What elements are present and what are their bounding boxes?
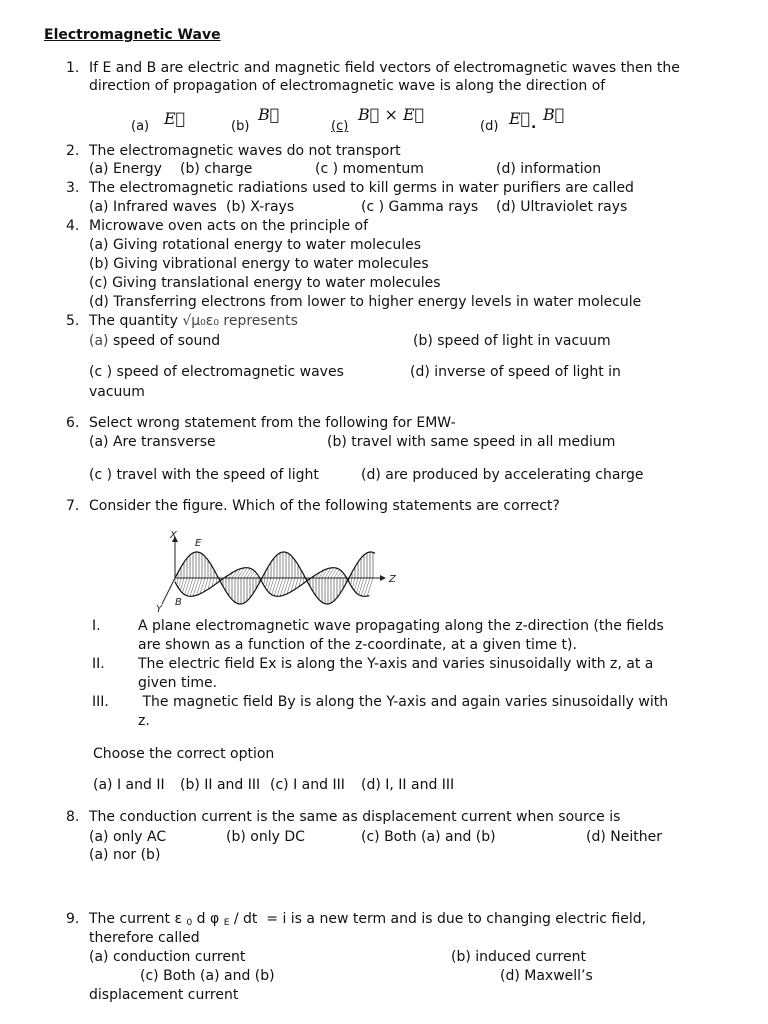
figure-label-y: Y (156, 604, 163, 615)
option-c-label: (c) (331, 119, 349, 134)
b-field-hatch (272, 578, 277, 595)
b-field-hatch (359, 578, 364, 595)
question-number: 5. (66, 313, 80, 329)
option-a-label: (a) (131, 119, 150, 134)
b-field-hatch (253, 573, 257, 578)
b-field-hatch (331, 568, 337, 578)
option-a: (a) Infrared waves (89, 199, 217, 215)
option-b: (b) charge (180, 161, 253, 177)
option-a: (a) Giving rotational energy to water molecules (89, 237, 422, 253)
option-c: (c ) speed of electromagnetic waves (89, 364, 344, 380)
statement-i: A plane electromagnetic wave propagating along the z-direction (the fields (138, 618, 664, 634)
question-number: 7. (66, 498, 80, 514)
option-d-cont: displacement current (89, 987, 239, 1003)
statement-iii: The magnetic field By is along the Y-axis and again varies sinusoidally with (138, 694, 669, 710)
statement-iii-cont: z. (138, 713, 150, 729)
subscript-e: E (223, 918, 230, 928)
figure-label-z: Z (389, 574, 396, 585)
b-field-hatch (361, 578, 367, 596)
option-b: (b) II and III (180, 777, 261, 793)
b-field-hatch (190, 578, 196, 596)
statement-i-cont: are shown as a function of the z-coordinate, at a given time t). (138, 637, 577, 653)
b-field-hatch (367, 578, 373, 596)
question-stem (89, 312, 298, 330)
statement-ii: The electric field Ex is along the Y-axis and varies sinusoidally with z, at a (138, 656, 654, 672)
stem-pre: The current ε (89, 911, 187, 927)
b-field-hatch (277, 578, 283, 596)
option-c: (c) Both (a) and (b) (361, 829, 496, 845)
question-number: 1. (66, 60, 80, 76)
option-a-formula: E⃗ (164, 109, 186, 128)
question-stem-cont: direction of propagation of electromagnetic wave is along the direction of (89, 78, 606, 94)
em-wave-figure (150, 528, 410, 618)
option-d: (d) Neither (586, 829, 662, 845)
stem-post: / dt = i is a new term and is due to changing electric field, (229, 911, 647, 927)
option-a: (a) conduction current (89, 949, 246, 965)
question-stem: Microwave oven acts on the principle of (89, 218, 368, 234)
option-d: (d) Ultraviolet rays (496, 199, 628, 215)
option-d: (d) information (496, 161, 602, 177)
b-field-hatch (328, 568, 334, 578)
question-stem: The conduction current is the same as displacement current when source is (89, 809, 621, 825)
question-stem-prefix: The quantity (89, 313, 183, 329)
b-field-hatch (187, 578, 193, 596)
option-d-cont: (a) nor (b) (89, 847, 161, 863)
option-d: (d) Transferring electrons from lower to higher energy levels in water molecule (89, 294, 642, 310)
option-d: (d) are produced by accelerating charge (361, 467, 644, 483)
option-d-dot: . (531, 116, 537, 132)
option-d: (d) inverse of speed of light in (410, 364, 621, 380)
option-c: (c ) travel with the speed of light (89, 467, 319, 483)
option-b: (b) travel with same speed in all medium (327, 434, 616, 450)
option-a: (a) Energy (89, 161, 162, 177)
stem-mid: d φ (192, 911, 224, 927)
b-field-hatch (274, 578, 280, 596)
y-axis (162, 578, 175, 604)
option-b: (b) speed of light in vacuum (413, 333, 611, 349)
b-field-hatch (179, 578, 182, 588)
option-b: (b) Giving vibrational energy to water molecules (89, 256, 429, 272)
option-c-cont: vacuum (89, 384, 145, 400)
b-field-hatch (334, 569, 339, 578)
question-number: 6. (66, 415, 80, 431)
b-field-hatch (266, 578, 269, 588)
option-c: (c ) Gamma rays (361, 199, 479, 215)
b-field-hatch (247, 569, 252, 578)
option-d: (d) Maxwell’s (500, 968, 593, 984)
figure-label-x: X (170, 530, 177, 541)
b-field-hatch (264, 578, 265, 585)
option-c: (c) Both (a) and (b) (140, 968, 275, 984)
question-formula: √μ₀ε₀ represents (182, 313, 298, 329)
option-b: (b) X-rays (226, 199, 295, 215)
option-d-formula-e: E⃗ (509, 109, 531, 128)
option-b: (b) induced current (451, 949, 586, 965)
b-field-hatch (352, 578, 355, 588)
statement-i-number: I. (92, 618, 101, 634)
statement-ii-cont: given time. (138, 675, 218, 691)
option-a: (a) only AC (89, 829, 167, 845)
question-stem: If E and B are electric and magnetic field vectors of electromagnetic waves then the (89, 60, 680, 76)
question-stem: The electromagnetic waves do not transport (89, 143, 401, 159)
option-d-label: (d) (480, 119, 499, 134)
option-d-formula-b: B⃗ (543, 105, 565, 124)
option-c: (c) I and III (270, 777, 345, 793)
option-c: (c ) momentum (315, 161, 424, 177)
question-number: 4. (66, 218, 80, 234)
z-axis-arrow (380, 575, 386, 581)
b-field-hatch (193, 578, 199, 596)
option-a-text: speed of sound (108, 333, 221, 349)
option-c-formula: B⃗ × E⃗ (358, 105, 425, 124)
question-number: 2. (66, 143, 80, 159)
choose-prompt: Choose the correct option (93, 746, 275, 762)
question-stem: Select wrong statement from the following for EMW- (89, 415, 456, 431)
option-a (89, 332, 220, 350)
question-stem: The electromagnetic radiations used to kill germs in water purifiers are called (89, 180, 634, 196)
b-field-hatch (244, 568, 250, 578)
question-stem-cont: therefore called (89, 930, 200, 946)
option-a-label: (a) (89, 333, 109, 349)
option-d: (d) I, II and III (361, 777, 455, 793)
figure-label-e: E (195, 538, 202, 549)
b-field-hatch (340, 573, 344, 578)
option-c: (c) Giving translational energy to water molecules (89, 275, 441, 291)
b-field-hatch (351, 578, 352, 585)
page-title: Electromagnetic Wave (44, 27, 221, 43)
option-b: (b) only DC (226, 829, 305, 845)
statement-ii-number: II. (92, 656, 105, 672)
option-b-formula: B⃗ (258, 105, 280, 124)
subscript-zero: 0 (186, 918, 193, 928)
b-field-hatch (280, 578, 286, 596)
option-a: (a) Are transverse (89, 434, 216, 450)
b-field-hatch (364, 578, 370, 596)
question-number: 8. (66, 809, 80, 825)
statement-iii-number: III. (92, 694, 109, 710)
b-field-hatch (182, 578, 187, 593)
b-field-hatch (241, 568, 247, 578)
b-field-hatch (269, 578, 274, 593)
question-stem: Consider the figure. Which of the following statements are correct? (89, 498, 560, 514)
figure-label-b: B (175, 597, 182, 608)
option-a: (a) I and II (93, 777, 165, 793)
option-b-label: (b) (231, 119, 250, 134)
b-field-hatch (185, 578, 190, 595)
question-number: 9. (66, 911, 80, 927)
b-field-hatch (177, 578, 178, 585)
question-number: 3. (66, 180, 80, 196)
